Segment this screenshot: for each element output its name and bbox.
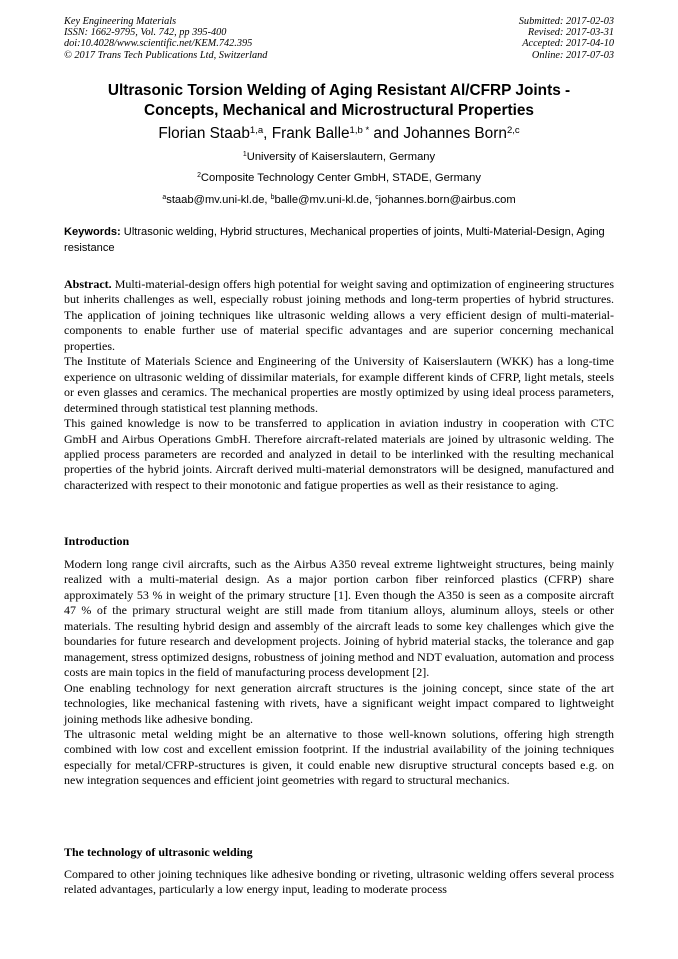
author-emails [64, 193, 614, 207]
title-line-1: Ultrasonic Torsion Welding of Aging Resistant Al/CFRP Joints - [107, 82, 571, 99]
affil-mark: 2 [197, 172, 201, 180]
author-separator: and [369, 125, 404, 142]
abstract-paragraph: This gained knowledge is now to be transferred to application in aviation industry in cooperation with CTC GmbH and Airbus Operations GmbH. Therefore aircraft-related materials are joined by ultrasonic welding. The applied process parameters are recorded and analyzed in detail to be interlinked with the resulting mechanical properties of the hybrid joints. Aircraft derived multi-material demonstrators will be designed, manufactured and characterized with respect to their monotonic and fatigue properties as well as their resistance to aging. [64, 416, 614, 492]
date-accepted: Accepted: 2017-04-10 [522, 38, 614, 50]
abstract-paragraph [64, 277, 614, 354]
submission-dates [519, 16, 614, 61]
technology-paragraph: Compared to other joining techniques like adhesive bonding or riveting, ultrasonic welding offers several process related advantages, particularly a low energy input, leading to moderate process [64, 867, 614, 897]
email-mark: a [162, 194, 167, 202]
affil-text: Composite Technology Center GmbH, STADE, Germany [200, 172, 481, 184]
author-affil-mark: 2,c [506, 124, 520, 136]
email-link[interactable]: balle@mv.uni-kl.de, [274, 194, 376, 206]
affil-text: University of Kaiserslautern, Germany [246, 151, 436, 163]
author-affil-mark: 1,a [249, 124, 264, 136]
keywords-label: Keywords: [64, 226, 121, 238]
journal-info [64, 16, 267, 61]
author-separator: , [263, 125, 272, 142]
affiliation-2 [64, 171, 614, 185]
paper-title [64, 81, 614, 120]
introduction-paragraph: The ultrasonic metal welding might be an alternative to those well-known solutions, offering high strength combined with low cost and excellent emission footprint. If the industrial availability of the joining techniques especially for metal/CFRP-structures is given, it could enable new disruptive structural concepts based e.g. on new integration sequences and efficient joint geometries with regard to structural mechanics. [64, 726, 614, 788]
abstract-text: Multi-material-design offers high potential for weight saving and optimization of engineering structures but inherits challenges as well, especially robust joining methods and long-term properties of hybrid structures. The application of joining techniques like ultrasonic welding allows a very efficient design of multi-material-components to enable further use of material specific advantages and are superior concerning mechanical properties. [64, 277, 614, 353]
abstract-paragraph: The Institute of Materials Science and Engineering of the University of Kaiserslautern (WKK) has a long-time experience on ultrasonic welding of dissimilar materials, for example different kinds of CFRP, light metals, steels or even glasses and ceramics. The mechanical properties are mostly optimized by using ideal process parameters, determined through statistical test planning methods. [64, 354, 614, 415]
date-online: Online: 2017-07-03 [531, 49, 614, 61]
section-heading-technology: The technology of ultrasonic welding [64, 845, 253, 859]
introduction-section [64, 557, 614, 789]
email-link[interactable]: johannes.born@airbus.com [378, 194, 516, 206]
date-submitted: Submitted: 2017-02-03 [518, 16, 614, 27]
keywords-block [64, 225, 614, 256]
journal-name: Key Engineering Materials [64, 16, 177, 27]
author-name: Frank Balle [271, 125, 350, 142]
affil-mark: 1 [242, 151, 247, 159]
email-link[interactable]: staab@mv.uni-kl.de, [166, 194, 271, 206]
title-line-2: Concepts, Mechanical and Microstructural Properties [144, 101, 534, 119]
author-name: Florian Staab [158, 125, 250, 142]
date-revised: Revised: 2017-03-31 [527, 27, 614, 39]
introduction-paragraph: Modern long range civil aircrafts, such as the Airbus A350 reveal extreme lightweight structures, being mainly realized with a multi-material design. As a major portion carbon fiber reinforced plastics (CFRP) share approximately 53 % in weight of the primary structure [1]. Even though the A350 is seen as a composite aircraft 47 % of the primary structural weight are still made from titanium alloys, aluminum alloys, steels or other materials. The resulting hybrid design and assembly of the aircraft leads to some key challenges which give the boundaries for future research and development projects. Joining of hybrid material stacks, the tolerance and gap management, stress optimized designs, robustness of joining method and NDT evaluation, automation and process costs are main topics in the field of manufacturing process development [2]. [64, 557, 614, 680]
introduction-paragraph: One enabling technology for next generation aircraft structures is the joining concept, since state of the art technologies, like mechanical fastening with rivets, have a significant weight impact compared to lightweight joining methods like adhesive bonding. [64, 680, 614, 726]
email-mark: b [270, 194, 275, 202]
affiliation-1 [64, 150, 614, 164]
journal-copyright: © 2017 Trans Tech Publications Ltd, Switzerland [64, 49, 268, 61]
abstract-label: Abstract. [64, 277, 112, 291]
author-name: Johannes Born [403, 125, 507, 142]
keywords-text: Ultrasonic welding, Hybrid structures, Mechanical properties of joints, Multi-Material-Design, Aging resistance [64, 226, 605, 254]
journal-issn: ISSN: 1662-9795, Vol. 742, pp 395-400 [64, 27, 227, 39]
email-mark: c [375, 194, 379, 202]
technology-section [64, 867, 614, 898]
abstract-section [64, 277, 614, 493]
section-heading-introduction: Introduction [64, 534, 130, 548]
journal-doi: doi:10.4028/www.scientific.net/KEM.742.395 [64, 38, 253, 50]
author-affil-mark: 1,b * [349, 124, 370, 136]
author-list [64, 124, 614, 143]
